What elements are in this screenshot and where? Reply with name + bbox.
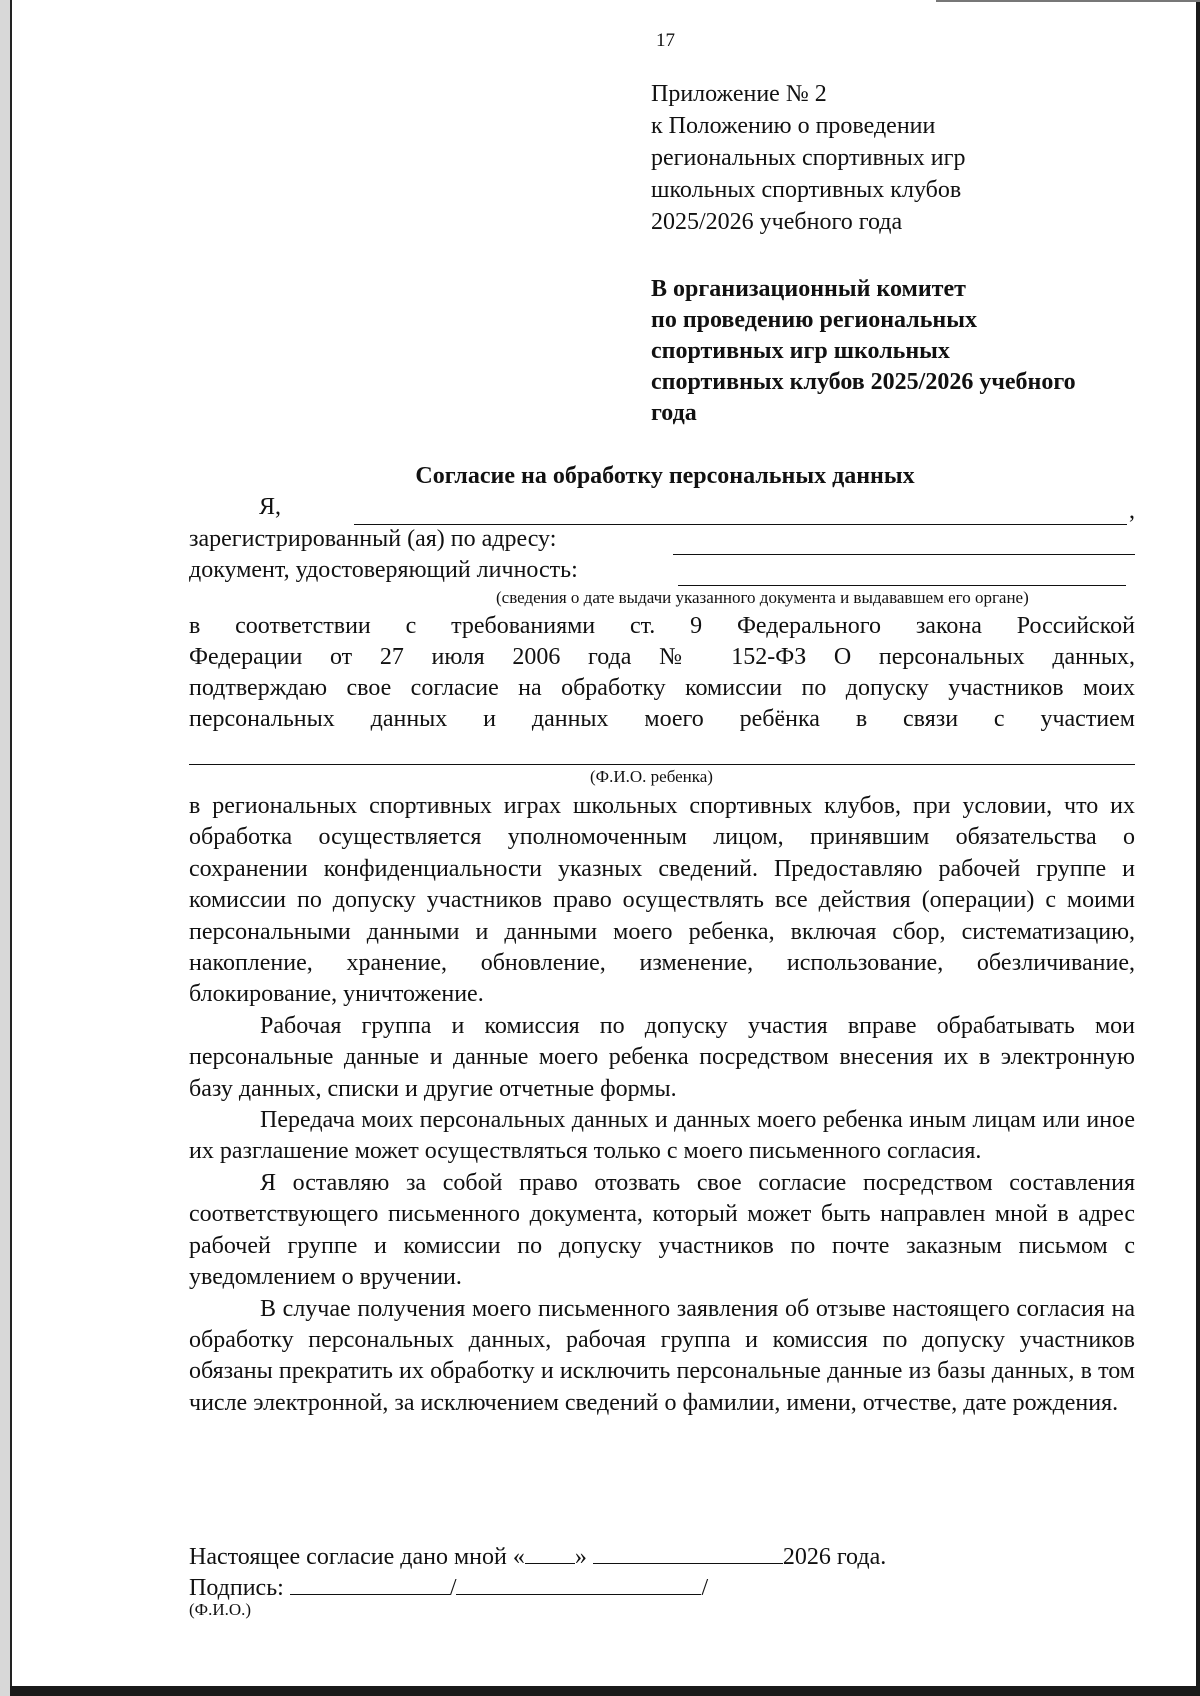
signature-line bbox=[189, 1572, 708, 1602]
month-field bbox=[593, 1541, 783, 1564]
page-top-edge bbox=[936, 0, 1200, 2]
intro-line: в соответствии с требованиями ст. 9 Федерального закона Российской bbox=[189, 613, 1135, 639]
child-name-field-line bbox=[189, 764, 1135, 765]
address-field-line bbox=[673, 554, 1135, 555]
document-title: Согласие на обработку персональных данных bbox=[415, 463, 915, 489]
id-document-field-line bbox=[678, 585, 1126, 586]
appendix-line: школьных спортивных клубов bbox=[651, 177, 962, 203]
appendix-line: к Положению о проведении bbox=[651, 113, 936, 139]
day-field bbox=[525, 1541, 575, 1564]
body-paragraph: Рабочая группа и комиссия по допуску участия вправе обрабатывать мои персональные данные и данные моего ребенка посредством внесения их в электронную базу данных, списки и другие отчетные формы. bbox=[189, 1012, 1135, 1102]
signature-slash: / bbox=[701, 1575, 709, 1601]
addressee-line: спортивных игр школьных bbox=[651, 338, 950, 364]
body-paragraph: Передача моих персональных данных и данных моего ребенка иным лицам или иное их разглашение может осуществляться только с моего письменного согласия. bbox=[189, 1107, 1135, 1165]
signature-field bbox=[290, 1572, 450, 1595]
i-comma: , bbox=[1129, 498, 1135, 524]
consent-body bbox=[189, 791, 1135, 1419]
address-label: зарегистрированный (ая) по адресу: bbox=[189, 526, 557, 552]
consent-date-line bbox=[189, 1541, 886, 1571]
appendix-line: 2025/2026 учебного года bbox=[651, 209, 903, 235]
consent-date-prefix: Настоящее согласие дано мной « bbox=[189, 1544, 525, 1570]
consent-date-suffix: 2026 года. bbox=[782, 1544, 887, 1570]
intro-line: подтверждаю свое согласие на обработку комиссии по допуску участников моих bbox=[189, 675, 1135, 701]
signature-label: Подпись: bbox=[189, 1575, 284, 1601]
body-paragraph: в региональных спортивных играх школьных спортивных клубов, при условии, что их обработка осуществляется уполномоченным лицом, принявшим обязательства о сохранении конфиденциальности указных сведений. Предоставляю рабочей группе и комиссии по допуску участников право осуществлять все действия (операции) с моими персональными данными и данными моего ребенка, включая сбор, систематизацию, накопление, хранение, обновление, изменение, использование, обезличивание, блокирование, уничтожение. bbox=[189, 793, 1135, 1008]
body-paragraph: Я оставляю за собой право отозвать свое согласие посредством составления соответствующего письменного документа, который может быть направлен мной в адрес рабочей группе и комиссии по допуску участников по почте заказным письмом с уведомлением о вручении. bbox=[189, 1169, 1135, 1291]
id-document-note: (сведения о дате выдачи указанного документа и выдававшем его органе) bbox=[496, 588, 1029, 607]
page-bottom-edge bbox=[10, 1686, 1200, 1696]
addressee-line: по проведению региональных bbox=[651, 307, 977, 333]
consent-date-mid: » bbox=[574, 1544, 587, 1570]
page-number: 17 bbox=[656, 30, 675, 51]
id-document-label: документ, удостоверяющий личность: bbox=[189, 557, 578, 583]
addressee-line: года bbox=[651, 400, 697, 426]
intro-line: Федерации от 27 июля 2006 года № 152-ФЗ О персональных данных, bbox=[189, 644, 1135, 670]
page-left-edge bbox=[0, 0, 12, 1696]
appendix-line: региональных спортивных игр bbox=[651, 145, 966, 171]
signature-fio-note: (Ф.И.О.) bbox=[189, 1600, 252, 1619]
appendix-line: Приложение № 2 bbox=[651, 81, 827, 107]
intro-line: персональных данных и данных моего ребёнка в связи с участием bbox=[189, 706, 1135, 732]
signature-slash: / bbox=[449, 1575, 457, 1601]
child-name-note: (Ф.И.О. ребенка) bbox=[590, 767, 713, 786]
appendix-block bbox=[651, 78, 965, 238]
i-label: Я, bbox=[259, 494, 282, 520]
page-right-edge bbox=[1196, 0, 1200, 1690]
signature-name-field bbox=[456, 1572, 701, 1595]
addressee-block bbox=[651, 274, 1076, 429]
body-paragraph: В случае получения моего письменного заявления об отзыве настоящего согласия на обработку персональных данных, рабочая группа и комиссия по допуску участников обязаны прекратить их обработку и исключить персональные данные из базы данных, в том числе электронной, за исключением сведений о фамилии, имени, отчестве, дате рождения. bbox=[189, 1295, 1135, 1416]
addressee-line: В организационный комитет bbox=[651, 276, 966, 302]
addressee-line: спортивных клубов 2025/2026 учебного bbox=[651, 369, 1076, 395]
